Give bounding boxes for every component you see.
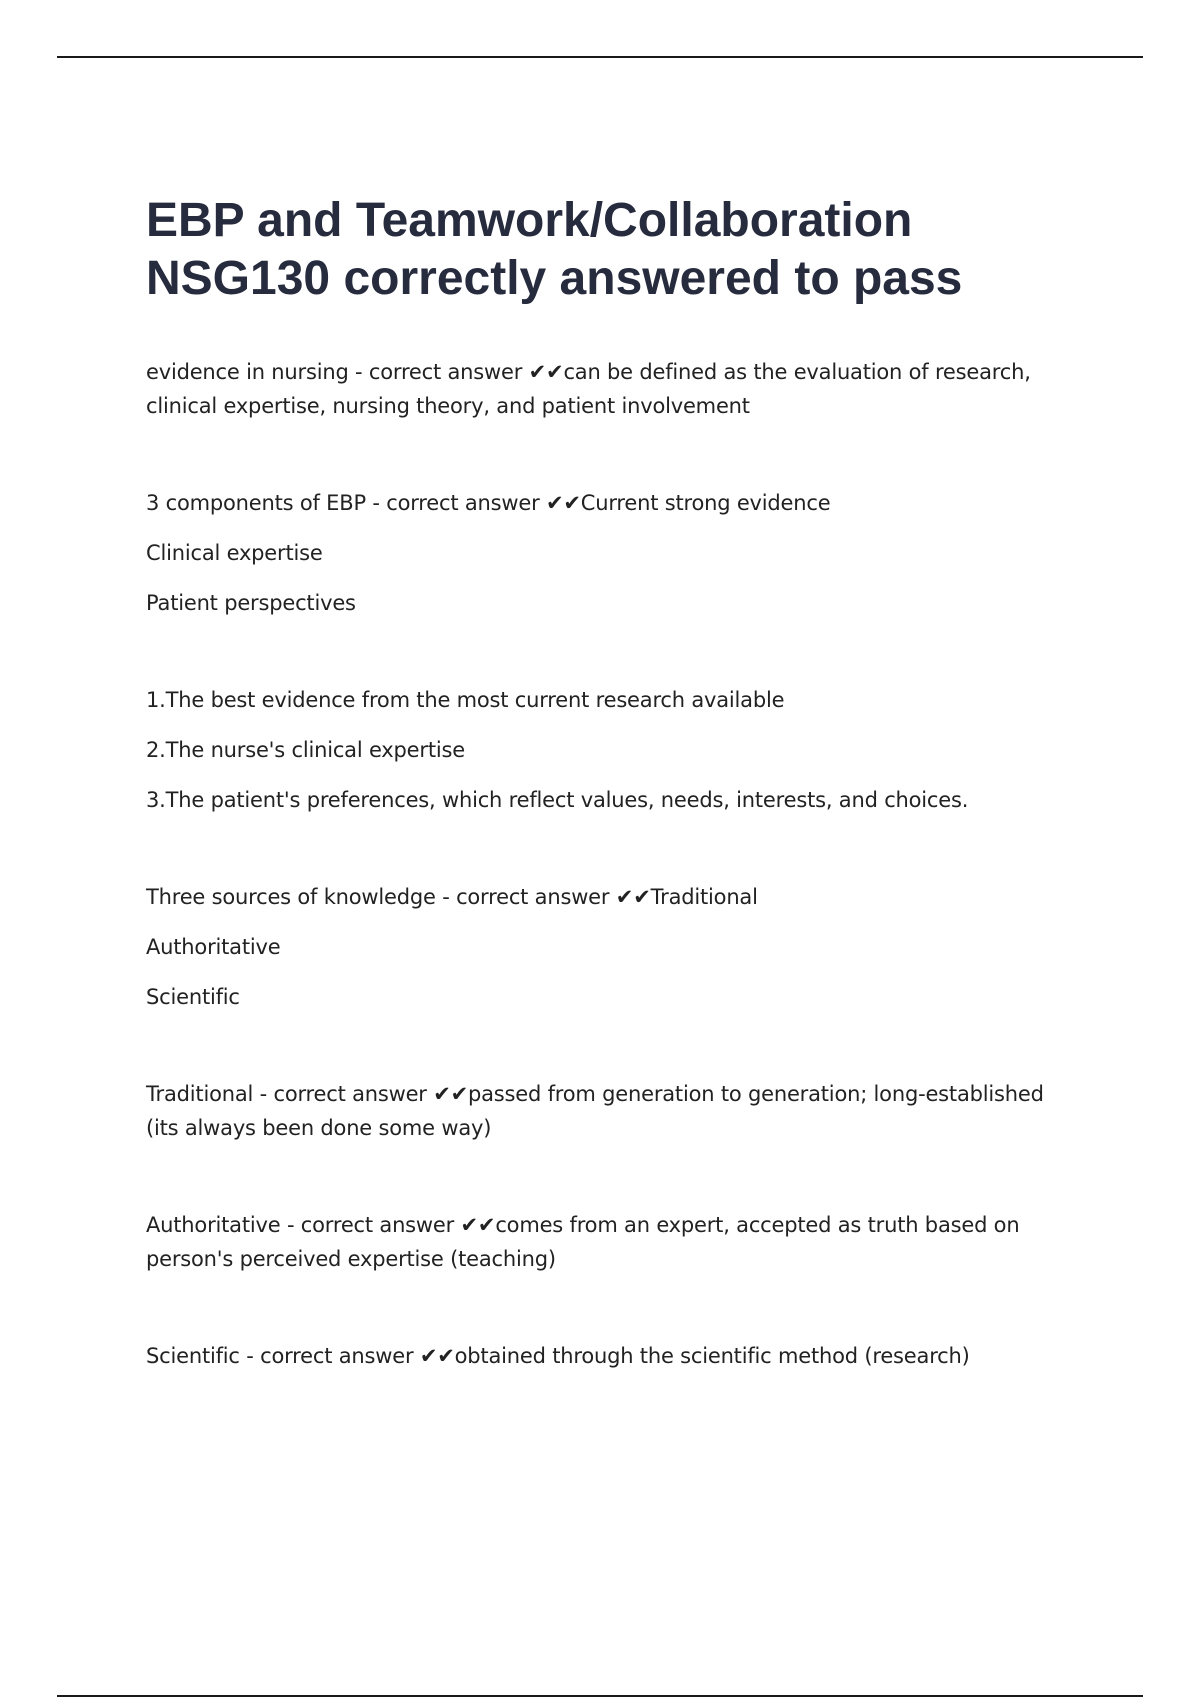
qa-line (146, 355, 1081, 423)
qa-line (146, 1339, 1081, 1373)
qa-term: Scientific (146, 1344, 240, 1368)
qa-separator: - correct answer (365, 491, 546, 515)
qa-separator: - correct answer (348, 360, 529, 384)
checkmark-icon: ✔✔ (615, 885, 651, 909)
numbered-list (146, 683, 1081, 817)
qa-line (146, 1208, 1081, 1276)
list-item: 1.The best evidence from the most current research available (146, 688, 785, 712)
qa-item (146, 1077, 1081, 1145)
qa-term: Authoritative (146, 1213, 281, 1237)
qa-answer: Current strong evidence (580, 491, 831, 515)
qa-item (146, 1208, 1081, 1276)
document-body (146, 355, 1081, 1436)
qa-answer-line: Scientific (146, 985, 240, 1009)
qa-item (146, 355, 1081, 423)
qa-answer: obtained through the scientific method (research) (454, 1344, 970, 1368)
qa-answer-line: Authoritative (146, 935, 281, 959)
checkmark-icon: ✔✔ (419, 1344, 455, 1368)
qa-item (146, 1339, 1081, 1373)
qa-term: 3 components of EBP (146, 491, 366, 515)
qa-answer: passed from generation to generation; long-established (its always been done some way) (146, 1082, 1044, 1140)
qa-line (146, 486, 1081, 520)
qa-separator: - correct answer (253, 1082, 434, 1106)
qa-separator: - correct answer (239, 1344, 420, 1368)
qa-separator: - correct answer (280, 1213, 461, 1237)
qa-line (146, 1077, 1081, 1145)
list-item: 2.The nurse's clinical expertise (146, 738, 465, 762)
bottom-rule (57, 1695, 1143, 1697)
qa-answer: comes from an expert, accepted as truth based on person's perceived expertise (teaching) (146, 1213, 1020, 1271)
list-item: 3.The patient's preferences, which reflect values, needs, interests, and choices. (146, 788, 969, 812)
qa-item (146, 486, 1081, 620)
top-rule (57, 56, 1143, 58)
qa-line (146, 880, 1081, 914)
qa-item (146, 880, 1081, 1014)
qa-term: Three sources of knowledge (146, 885, 436, 909)
qa-answer-line: Clinical expertise (146, 541, 323, 565)
qa-separator: - correct answer (435, 885, 616, 909)
checkmark-icon: ✔✔ (528, 360, 564, 384)
checkmark-icon: ✔✔ (460, 1213, 496, 1237)
checkmark-icon: ✔✔ (545, 491, 581, 515)
qa-answer: Traditional (650, 885, 758, 909)
qa-term: Traditional (146, 1082, 254, 1106)
document-title: EBP and Teamwork/Collaboration NSG130 correctly answered to pass (146, 194, 963, 305)
qa-answer: can be defined as the evaluation of research, clinical expertise, nursing theory, and patient involvement (146, 360, 1031, 418)
qa-answer-line: Patient perspectives (146, 591, 356, 615)
checkmark-icon: ✔✔ (433, 1082, 468, 1106)
qa-term: evidence in nursing (146, 360, 349, 384)
